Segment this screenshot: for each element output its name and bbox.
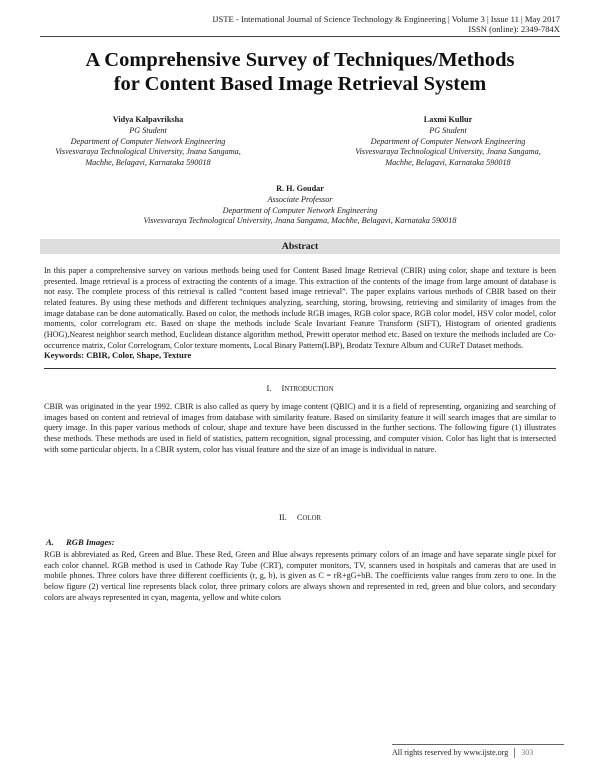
subsection-letter: A. xyxy=(46,537,54,547)
section-title-initial: I xyxy=(281,383,285,393)
section-heading-introduction xyxy=(0,383,600,393)
section-heading-color xyxy=(0,512,600,522)
section-title-rest: OLOR xyxy=(302,515,322,522)
author-affiliation-line-1: Visvesvaraya Technological University, Jnana Sangama, Machhe, Belagavi, Karnataka 590018 xyxy=(143,216,457,226)
footer-rights: All rights reserved by www.ijste.org xyxy=(392,748,509,757)
journal-header: IJSTE - International Journal of Science Technology & Engineering | Volume 3 | Issue 11 | May 2017 xyxy=(212,14,560,24)
section-number: I. xyxy=(266,383,272,393)
author-department: Department of Computer Network Engineering xyxy=(370,136,526,146)
author-affiliation-line-1: Visvesvaraya Technological University, Jnana Sangama, xyxy=(355,147,541,157)
subsection-title: RGB Images: xyxy=(66,537,115,547)
rgb-images-text: RGB is abbreviated as Red, Green and Blue. These Red, Green and Blue always represents primary colors of an image and have separate single pixel for each color channel. RGB method is used in Cathode Ray Tube (CRT), computer monitors, TV, scanners used in hospitals and cameras that are used in mobile phones. Three colors have three different coefficients (r, g, b), is given as C = rR+gG+bB. The coefficients value ranges from zero to one. In the below figure (2) vertical line represents black color, three primary colors are always shown and represented in red, green and blue colors, and secondary colors are always represented in cyan, magenta, yellow and white colors xyxy=(44,550,556,602)
author-block-3 xyxy=(40,184,560,227)
author-name: R. H. Goudar xyxy=(276,184,324,193)
author-department: Department of Computer Network Engineering xyxy=(70,136,226,146)
title-line-2: for Content Based Image Retrieval System xyxy=(113,73,487,95)
introduction-text: CBIR was originated in the year 1992. CBIR is also called as query by image content (QBIC) and it is a field of representing, organizing and searching of images based on content and retrieval of images from database with similarity feature. Based on similarity feature it will search images that are similar to query image. In this paper various methods of colour, shape and texture have been discussed in the further sections. The following figure (1) illustrates these methods. These methods are used in field of statistics, pattern recognition, signal processing, and computer vision. Color has light that is intersected with some particular objects. In a CBIR system, color has visual feature and the size of an image is individual in nature. xyxy=(44,402,556,454)
author-name: Laxmi Kullur xyxy=(423,115,473,124)
footer-separator xyxy=(514,748,515,758)
author-role: Associate Professor xyxy=(267,194,333,204)
section-title-rest: NTRODUCTION xyxy=(284,386,334,393)
abstract-divider xyxy=(44,368,556,369)
abstract-text: In this paper a comprehensive survey on various methods being used for Content Based Image Retrieval (CBIR) using color, shape and texture is been presented. Image retrieval is a process of extracting the contents of a image. This extraction of the contents of the image from large amount of database is not easy. The complete process of this retrieval is called “content based image retrieval”. The paper explains various methods of CBIR based on their related features. By using these methods and different techniques analyzing, searching, storing, browsing, retrieving and similarity of images from the image database can be done automatically. Based on color, the methods include RGB images, RGB color space, RGB color model, HSV color model, color moments, color correlogram etc. Based on shape the methods include Scale Invariant Feature Transform (SIFT), Histogram of oriented gradients (HOG),Nearest neighbor search method, Euclidean distance algorithm method, Prewitt operator method etc. Based on texture the methods included are Co-occurrence matrix, Color Correlogram, Color texture moments, Local Binary Pattern(LBP), Brodatz Texture Album and CUReT Dataset methods. xyxy=(44,266,556,350)
title-line-1: A Comprehensive Survey of Techniques/Methods xyxy=(85,49,515,71)
page-number: 303 xyxy=(521,748,534,757)
author-department: Department of Computer Network Engineering xyxy=(222,205,378,215)
keywords: Keywords: CBIR, Color, Shape, Texture xyxy=(44,350,192,360)
author-name: Vidya Kalpavriksha xyxy=(112,115,184,124)
author-block-1 xyxy=(18,115,278,169)
header-divider xyxy=(40,36,560,37)
section-title-initial: C xyxy=(296,512,303,522)
author-role: PG Student xyxy=(429,125,467,135)
paper-title xyxy=(40,48,560,96)
issn-line: ISSN (online): 2349-784X xyxy=(468,24,560,34)
abstract-heading: Abstract xyxy=(40,239,560,254)
section-number: II. xyxy=(278,512,287,522)
author-affiliation-line-1: Visvesvaraya Technological University, Jnana Sangama, xyxy=(55,147,241,157)
author-affiliation-line-2: Machhe, Belagavi, Karnataka 590018 xyxy=(85,158,211,168)
author-role: PG Student xyxy=(129,125,167,135)
author-affiliation-line-2: Machhe, Belagavi, Karnataka 590018 xyxy=(385,158,511,168)
footer-divider xyxy=(392,744,564,745)
subsection-heading-rgb xyxy=(46,537,114,547)
page-footer xyxy=(392,748,533,758)
author-block-2 xyxy=(318,115,578,169)
